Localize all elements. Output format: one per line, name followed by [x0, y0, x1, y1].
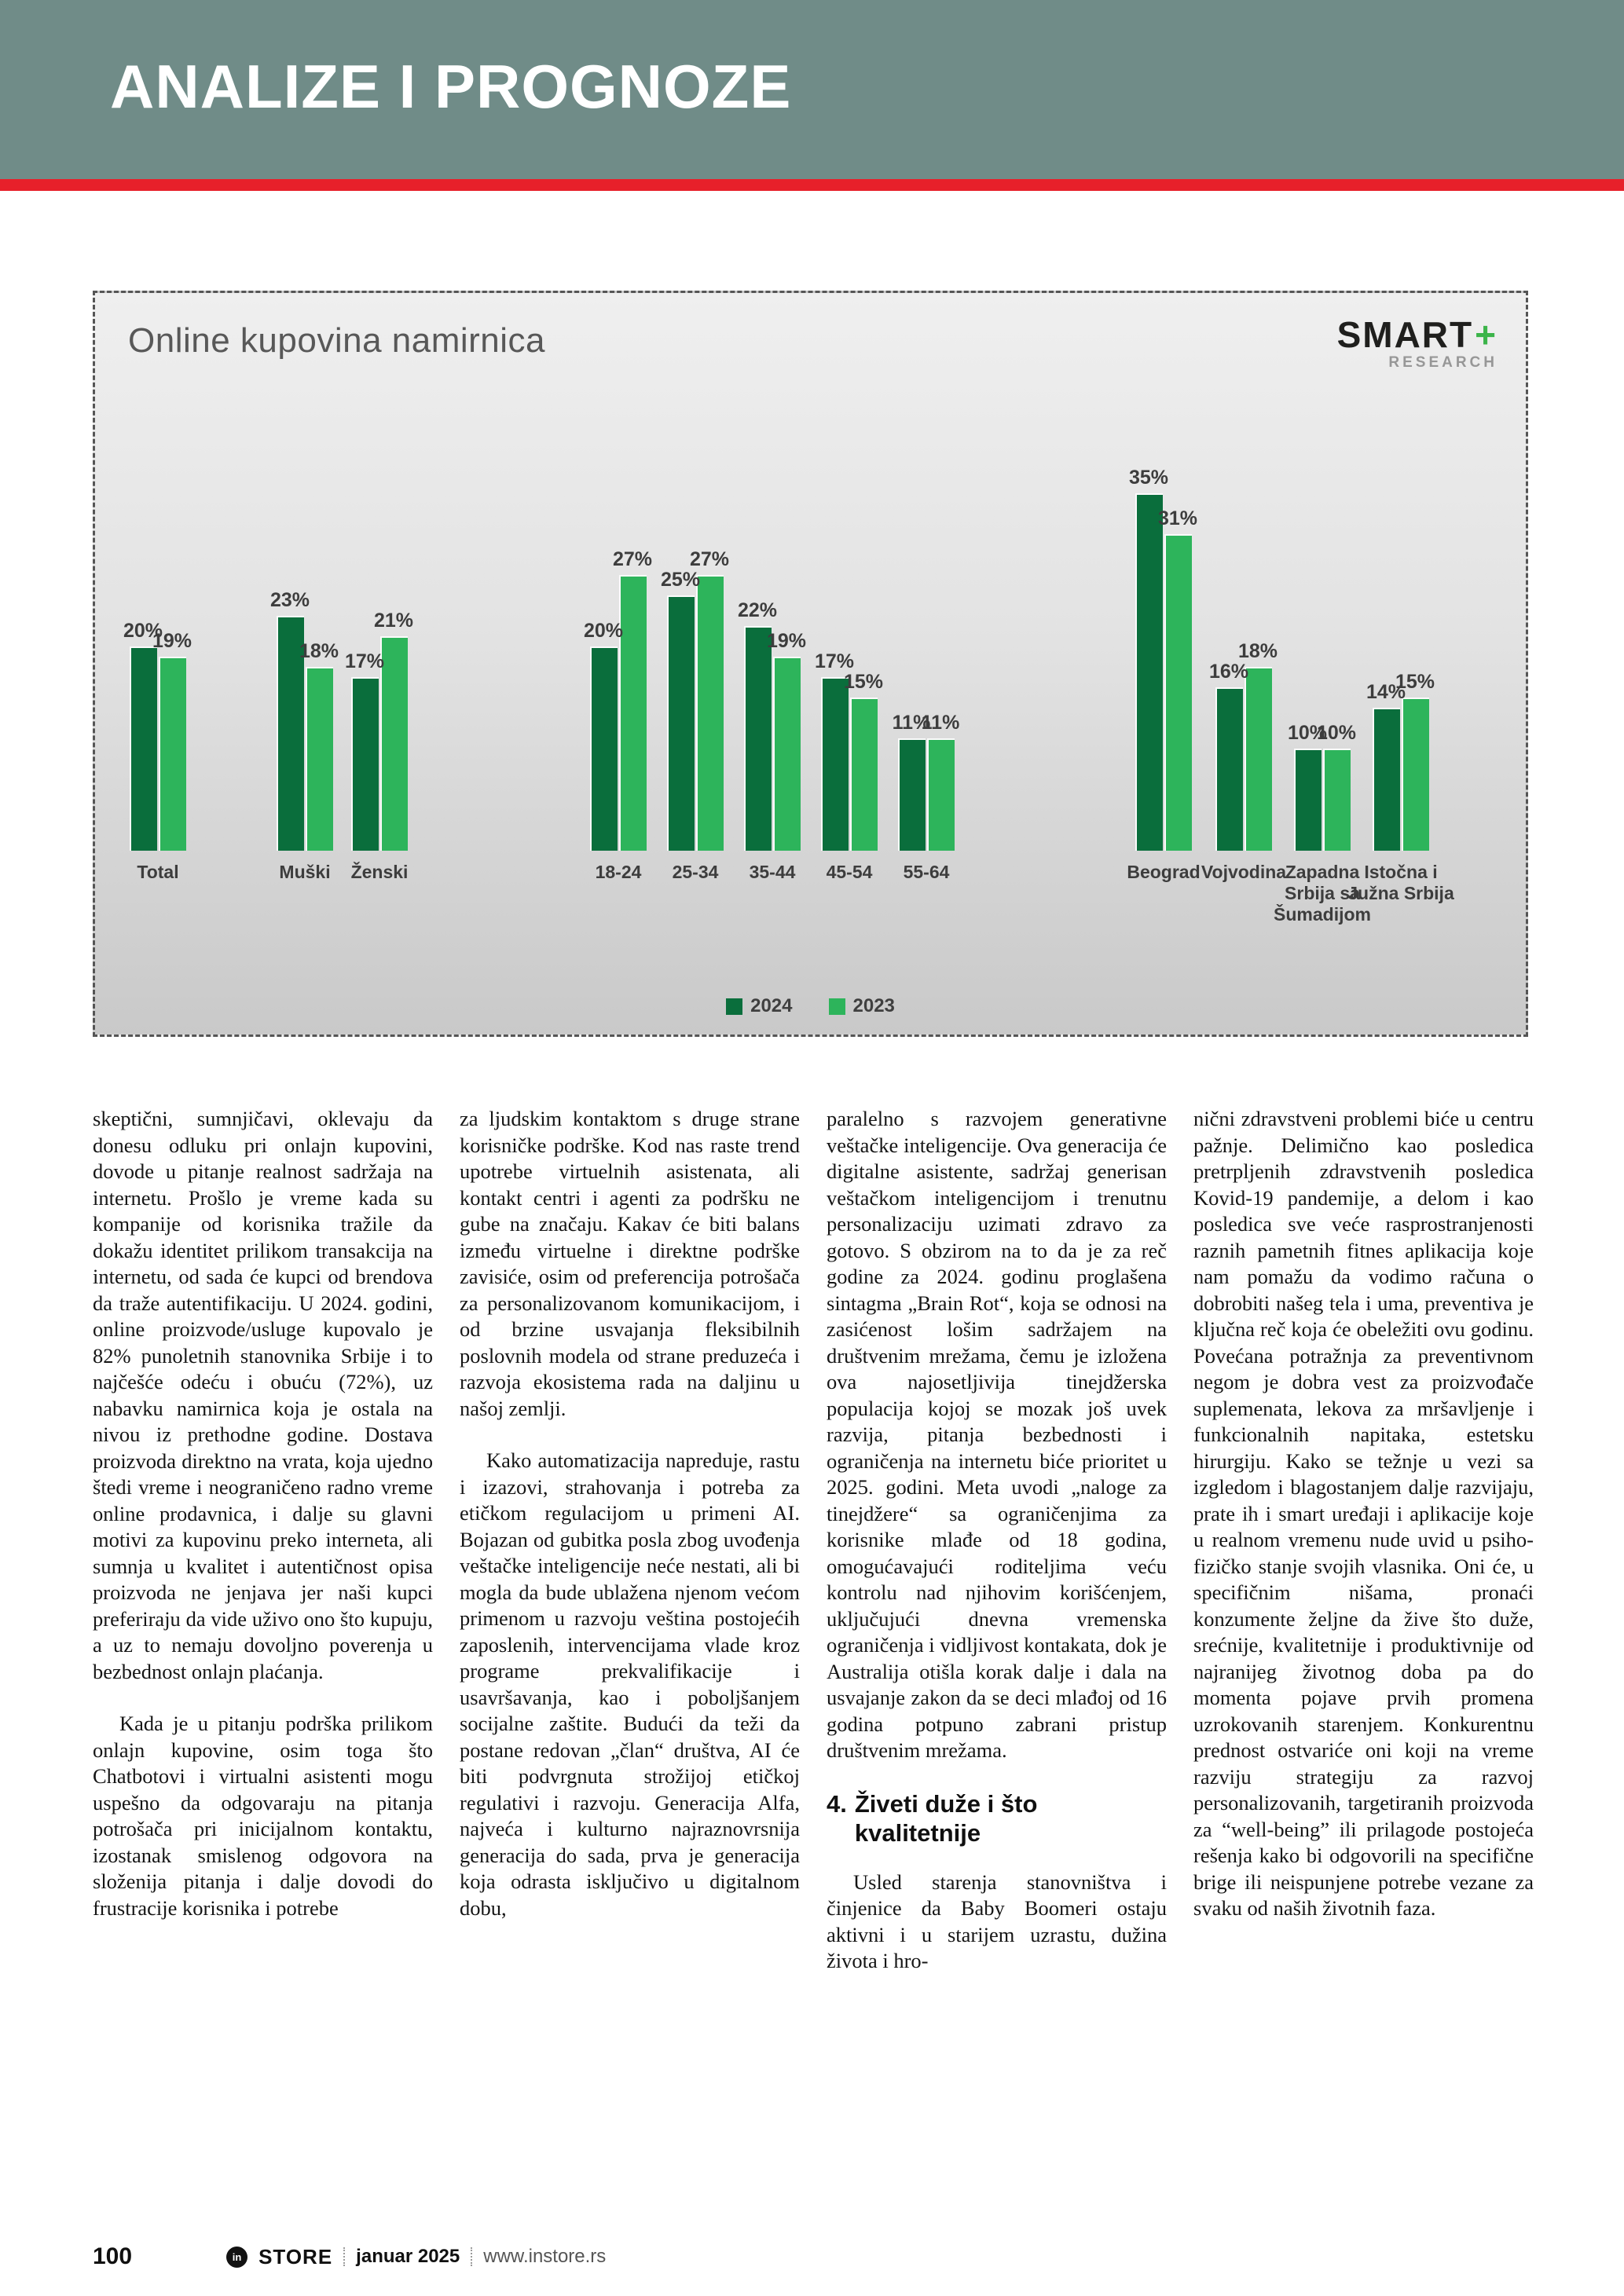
legend-swatch-2024 [726, 998, 742, 1015]
bar-plot [95, 293, 1526, 1034]
legend-label-2023: 2023 [852, 995, 895, 1016]
category-label: Muški [279, 862, 331, 882]
bar-2023 [1402, 698, 1429, 851]
category-label: Vojvodina [1201, 862, 1287, 882]
footer-website: www.instore.rs [483, 2246, 607, 2267]
bar-2024 [1294, 749, 1322, 851]
chart-panel [93, 291, 1528, 1037]
value-label-2024: 20% [123, 620, 163, 642]
red-divider [0, 179, 1624, 191]
article-columns [93, 1106, 1534, 2243]
bar-2023 [927, 738, 955, 851]
bar-2024 [1215, 687, 1243, 851]
bar-2023 [306, 667, 333, 851]
section-heading-number: 4. [827, 1789, 847, 1818]
bar-2024 [744, 626, 772, 851]
value-label-2024: 11% [892, 712, 931, 734]
paragraph: skeptični, sumnjičavi, oklevaju da donesu odluku pri onlajn kupovini, dovode u pitanje realnost sadržaja na internetu. Prošlo je vreme kada su kompanije od korisnika tražile da dokažu identitet prilikom transakcija na internetu, od sada će kupci od brendova da traže autentifikaciju. U 2024. godini, online proizvode/usluge kupovalo je 82% punoletnih stanovnika Srbije i to najčešće odeću i obuću (72%), uz nabavku namirnica koja je ostala na nivou iz prethodne godine. Dostava proizvoda direktno na vrata, koja ujedno štedi vreme i neograničeno radno vreme online prodavnica, i dalje su glavni motivi za kupovinu preko interneta, ali sumnja u kvalitet i autentičnost opisa proizvoda ne jenjava jer naši kupci preferiraju da vide uživo ono što kupuju, a uz to nemaju dovoljno poverenja u bezbednost onlajn plaćanja. [93, 1107, 433, 1683]
bar-2024 [1373, 708, 1400, 851]
chart-legend [95, 995, 1526, 1017]
value-label-2023: 15% [843, 671, 884, 693]
bar-2024 [1135, 493, 1163, 851]
category-label: 55-64 [903, 862, 950, 882]
category-label: 45-54 [826, 862, 873, 882]
bar-2023 [1245, 667, 1272, 851]
page-footer [93, 2243, 1534, 2270]
value-label-2023: 27% [612, 548, 653, 570]
footer-issue: januar 2025 [356, 2246, 460, 2267]
bar-2024 [590, 646, 618, 851]
bar-2024 [130, 646, 157, 851]
paragraph: paralelno s razvojem generativne veštačke inteligencije. Ova generacija će digitalne asistente, sadržaj generisan veštačkom inteligencijom i trenutnu personalizaciju uzimati zdravo za gotovo. S obzirom na to da je za reč godine za 2024. godinu proglašena sintagma „Brain Rot“, koja se odnosi na zasićenost lošim sadržajem na društvenim mrežama, čemu je izložena ova najosetljivija tinejdžerska populacija kojoj se mozak još uvek razvija, pitanja bezbednosti i ograničenja na internetu biće prioritet u 2025. godini. Meta uvodi „naloge za tinejdžere“ sa ograničenjima za korisnike mlađe od 18 godina, omogućavajući roditeljima veću kontrolu nad njihovim korišćenjem, uključujući dnevna vremenska ograničenja i vidljivost kontakata, dok je Australija otišla korak dalje i dala na usvajanje zakon da se deci mlađoj od 16 godina potpuno zabrani pristup društvenim mrežama. [827, 1107, 1167, 1762]
category-label: Ženski [350, 862, 409, 882]
bar-2023 [1164, 534, 1192, 851]
logo-subtext: RESEARCH [1388, 354, 1498, 371]
value-label-2024: 17% [344, 650, 385, 672]
article-column-4 [1193, 1106, 1534, 2243]
paragraph: za ljudskim kontaktom s druge strane korisničke podrške. Kod nas raste trend upotrebe virtuelnih asistenata, ali kontakt centri i agenti za podršku ne gube na značaju. Kakav će biti balans između virtuelne i direktne podrške zavisiće, osim od preferencija potrošača za personalizovanom komunikacijom, i od brzine usvajanja fleksibilnih poslovnih modela od strane preduzeća i razvoja ekosistema rada na daljinu u našoj zemlji. [460, 1107, 800, 1420]
instore-logo-icon [226, 2247, 247, 2268]
value-label-2024: 35% [1128, 467, 1169, 489]
instore-logo-letters: in [232, 2250, 242, 2263]
legend-swatch-2023 [829, 998, 845, 1015]
page-number: 100 [93, 2243, 133, 2269]
footer-separator [471, 2247, 472, 2266]
article-column-2 [460, 1106, 800, 2243]
value-label-2023: 27% [689, 548, 730, 570]
category-label: Istočna i Južna Srbija [1347, 862, 1454, 903]
value-label-2024: 16% [1208, 661, 1249, 683]
value-label-2023: 15% [1395, 671, 1435, 693]
value-label-2023: 21% [373, 610, 414, 632]
section-header-band [0, 0, 1624, 179]
article-column-1 [93, 1106, 433, 2243]
paragraph: nični zdravstveni problemi biće u centru pažnje. Delimično kao posledica pretrpljenih zdravstvenih posledica Kovid-19 pandemije, a delom i kao posledica sve veće rasprostranjenosti raznih pametnih fitnes aplikacija koje nam pomažu da vodimo računa o dobrobiti našeg tela i uma, preventiva je ključna reč koja će obeležiti ovu godinu. Povećana potražnja za preventivnom negom je dobra vest za proizvođače suplemenata, lekova za mršavljenje i funkcionalnih napitaka, estetsku hirurgiju. Kako se težnje u vezi sa izgledom i blagostanjem dalje razvijaju, prate ih i smart uređaji i aplikacije koje u realnom vremenu nude uvid u psiho-fizičko stanje svojih vlasnika. Oni će, u specifičnim nišama, pronaći konzumente željne da žive što duže, srećnije, kvalitetnije i produktivnije od najranijeg životnog doba pa do momenta pojave prvih promena uzrokovanih starenjem. Konkurentnu prednost ostvariće oni koji na vreme razviju strategiju za razvoj personalizovanih, targetiranih proizvoda za “well-being” ili prilagode postojeća rešenja kako bi odgovorili na specifične brige ili neispunjene potrebe vezane za svaku od naših životnih faza. [1193, 1107, 1534, 1920]
category-label: Total [137, 862, 179, 882]
value-label-2023: 19% [152, 630, 192, 652]
footer-brand-row [226, 2245, 606, 2269]
legend-label-2024: 2024 [750, 995, 793, 1016]
value-label-2024: 20% [583, 620, 624, 642]
legend-item-2023 [829, 995, 895, 1017]
bar-2024 [351, 677, 379, 851]
logo-text: SMART [1336, 314, 1474, 355]
value-label-2024: 22% [737, 599, 778, 621]
value-label-2023: 19% [766, 630, 807, 652]
footer-separator [343, 2247, 345, 2266]
value-label-2023: 31% [1157, 507, 1198, 529]
bar-2023 [850, 698, 878, 851]
value-label-2024: 10% [1287, 722, 1328, 744]
value-label-2023: 10% [1316, 722, 1357, 744]
category-label: 18-24 [595, 862, 642, 882]
value-label-2023: 11% [921, 712, 960, 734]
legend-item-2024 [726, 995, 792, 1017]
bar-2023 [773, 657, 801, 851]
bar-2023 [1323, 749, 1351, 851]
category-label: Beograd [1127, 862, 1201, 882]
section-title: ANALIZE I PROGNOZE [110, 51, 792, 121]
value-label-2023: 18% [1237, 640, 1278, 662]
chart-title: Online kupovina namirnica [128, 321, 546, 360]
plus-icon: + [1475, 314, 1498, 355]
bar-2023 [159, 657, 186, 851]
bar-2024 [821, 677, 849, 851]
bar-2024 [667, 595, 695, 851]
category-label: 25-34 [672, 862, 719, 882]
value-label-2024: 23% [269, 589, 310, 611]
paragraph: Kada je u pitanju podrška prilikom onlajn kupovine, osim toga što Chatbotovi i virtualni asistenti mogu uspešno da odgovaraju na pitanja potrošača pri inicijalnom kontaktu, izostanak smislenog odgovora na složenija pitanja i dalje dovodi do frustracije korisnika i potrebe [93, 1712, 433, 1920]
bar-2023 [619, 575, 647, 851]
bar-2024 [898, 738, 926, 851]
value-label-2024: 25% [660, 569, 701, 591]
value-label-2024: 17% [814, 650, 855, 672]
section-heading [827, 1789, 1167, 1847]
category-label: Zapadna Srbija sa Šumadijom [1274, 862, 1371, 925]
article-column-3 [827, 1106, 1167, 2243]
paragraph: Usled starenja stanovništva i činjenice da Baby Boomeri ostaju aktivni i u starijem uzrastu, dužina života i hro- [827, 1869, 1167, 1972]
value-label-2024: 14% [1366, 681, 1406, 703]
paragraph: Kako automatizacija napreduje, rastu i izazovi, strahovanja i potreba za etičkom regulacijom u primeni AI. Bojazan od gubitka posla zbog uvođenja veštačke inteligencije neće nestati, ali bi mogla da bude ublažena njenom većom primenom u razvoju veština postojećih zaposlenih, intervencijama vlade kroz programe prekvalifikacije i usavršavanja, kao i poboljšanjem socijalne zaštite. Budući da teži da postane redovan „član“ društva, AI će biti podvrgnuta strožijoj etičkoj regulativi i razvoju. Generacija Alfa, najveća i kulturno najraznovrsnija generacija do sada, prva je generacija koja odrasta isključivo u digitalnom dobu, [460, 1448, 800, 1920]
category-label: 35-44 [749, 862, 796, 882]
footer-brand: STORE [258, 2244, 333, 2269]
section-heading-text: Živeti duže i što kvalitetnije [854, 1789, 1038, 1847]
bar-2023 [696, 575, 724, 851]
value-label-2023: 18% [299, 640, 339, 662]
